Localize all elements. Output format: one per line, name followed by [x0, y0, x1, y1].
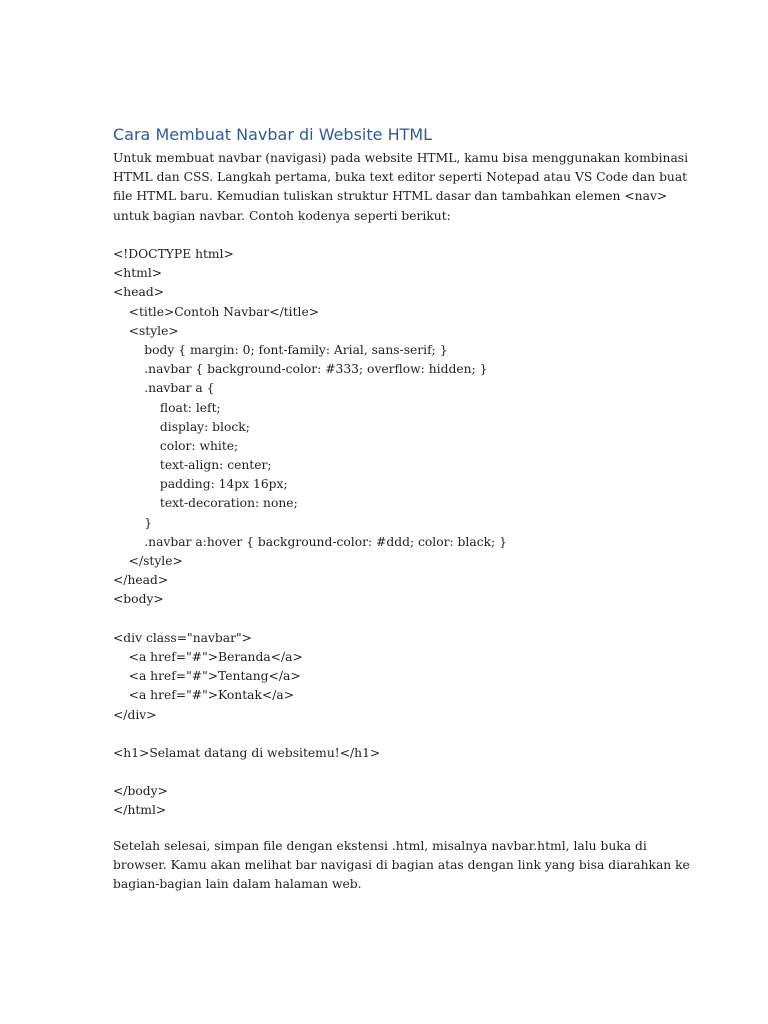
code-line: <style> [113, 323, 179, 338]
code-line: color: white; [113, 438, 239, 453]
code-line: text-decoration: none; [113, 496, 298, 511]
code-line: <a href="#">Tentang</a> [113, 669, 301, 684]
code-line: </html> [113, 803, 167, 818]
code-sample [113, 245, 673, 821]
code-line: <head> [113, 285, 165, 300]
code-line: <html> [113, 266, 163, 281]
code-line: <title>Contoh Navbar</title> [113, 304, 320, 319]
code-line: </style> [113, 554, 183, 568]
intro-line: Untuk membuat navbar (navigasi) pada website HTML, kamu bisa menggunakan kombinasi [113, 151, 689, 165]
code-line: <body> [113, 592, 164, 607]
code-line: <a href="#">Kontak</a> [113, 688, 295, 703]
code-line: text-align: center; [113, 458, 272, 473]
code-line: </head> [113, 573, 169, 588]
intro-line: HTML dan CSS. Langkah pertama, buka text editor seperti Notepad atau VS Code dan buat [113, 170, 688, 185]
code-line: <a href="#">Beranda</a> [113, 649, 303, 664]
intro-line: file HTML baru. Kemudian tuliskan struktur HTML dasar dan tambahkan elemen <nav> [113, 189, 668, 204]
code-line: <h1>Selamat datang di websitemu!</h1> [113, 745, 381, 760]
document-title: Cara Membuat Navbar di Website HTML [113, 125, 433, 144]
code-line: </div> [113, 707, 157, 722]
code-line: float: left; [113, 400, 221, 415]
code-line: </body> [113, 784, 168, 799]
closing-paragraph [113, 837, 690, 895]
outro-line: browser. Kamu akan melihat bar navigasi di bagian atas dengan link yang bisa diarahkan ke [113, 858, 690, 873]
code-line [113, 725, 673, 744]
code-line: .navbar a { [113, 381, 215, 396]
outro-line: bagian-bagian lain dalam halaman web. [113, 877, 362, 892]
code-line [113, 610, 673, 629]
outro-line: Setelah selesai, simpan file dengan ekstensi .html, misalnya navbar.html, lalu buka di [113, 839, 647, 853]
code-line: .navbar a:hover { background-color: #ddd; color: black; } [113, 534, 507, 549]
intro-line: untuk bagian navbar. Contoh kodenya seperti berikut: [113, 208, 451, 223]
code-line: <!DOCTYPE html> [113, 247, 234, 261]
code-line: padding: 14px 16px; [113, 477, 288, 492]
code-line [113, 763, 673, 782]
code-line: .navbar { background-color: #333; overflow: hidden; } [113, 362, 488, 377]
code-line: body { margin: 0; font-family: Arial, sans-serif; } [113, 342, 448, 357]
code-line: display: block; [113, 419, 250, 434]
code-line: <div class="navbar"> [113, 630, 252, 645]
code-line: } [113, 515, 153, 530]
intro-paragraph [113, 149, 689, 226]
